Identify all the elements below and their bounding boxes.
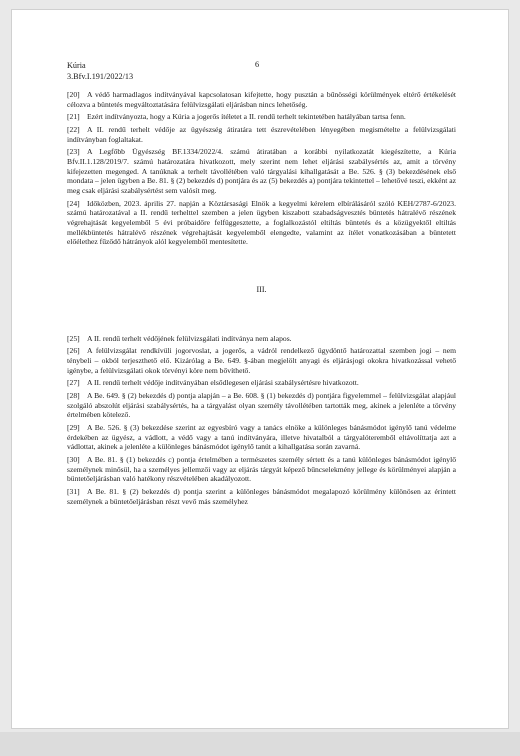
viewer-bottom-bar [0, 732, 520, 756]
section-heading: III. [256, 285, 267, 295]
paragraph-number: [25] [67, 333, 80, 343]
paragraph-text: A védő harmadlagos indítványával kapcsolatosan kifejtette, hogy pusztán a bűnösségi körülmények eltérő értékelését célozva a büntetés megváltoztatására felülvizsgálati eljárásban nincs lehetőség. [67, 90, 456, 109]
paragraph [67, 423, 456, 452]
document-page [11, 9, 509, 729]
paragraph [67, 391, 456, 420]
paragraph-text: A felülvizsgálat rendkívüli jogorvoslat, a jogerős, a vádról rendelkező ügydöntő határozattal szemben jogi – nem ténybeli – okból terjeszthető elő. Kizárólag a Be. 649. §-ában megjelölt anyagi és eljárásjogi okokra hivatkozással vehető igénybe, a felülvizsgálati okok törvényi köre nem bővíthető. [67, 346, 456, 375]
paragraph-number: [28] [67, 391, 80, 400]
paragraph-number: [22] [67, 124, 80, 134]
paragraph-number: [23] [67, 147, 80, 157]
paragraphs-before [67, 90, 456, 247]
paragraph-text: A Be. 526. § (3) bekezdése szerint az egyesbíró vagy a tanács elnöke a különleges bánásmódot igénylő tanú védelme érdekében az ügyész, a vádlott, a védő vagy a tanú indítványára, illetve hivatalból a tárgyalóteremből eltávolíttatja azt a vádlottat, akinek a jelenléte a különleges bánásmódot igénylő tanút a kihallgatása során zavarná. [67, 423, 456, 452]
paragraph [67, 90, 456, 109]
paragraph-number: [27] [67, 378, 80, 388]
paragraph-number: [30] [67, 455, 80, 464]
paragraph-text: A II. rendű terhelt védőjének felülvizsgálati indítványa nem alapos. [87, 333, 292, 343]
paragraph-number: [29] [67, 423, 80, 432]
paragraph [67, 455, 456, 484]
paragraphs-after [67, 334, 456, 507]
paragraph-number: [21] [67, 112, 80, 122]
paragraph-text: A Be. 649. § (2) bekezdés d) pontja alapján – a Be. 608. § (1) bekezdés d) pontjára figyelemmel – felülvizsgálat alapjául szolgáló abszolút eljárási szabálysértés, ha a tárgyalást olyan személy távollétében tartották meg, akinek a jelenléte a törvény értelmében kötelező. [67, 391, 456, 420]
paragraph [67, 378, 456, 388]
paragraph-number: [31] [67, 487, 80, 496]
paragraph-text: A Legfőbb Ügyészség BF.1334/2022/4. számú átiratában a korábbi nyilatkozatát kiegészítette, a Kúria Bfv.II.1.128/2019/7. számú határozatára hivatkozott, mely szerint nem lehet eljárási szabálysértés az, amit a törvény kifejezetten megenged. A tanúknak a terhelt távollétében való tárgyalási kihallgatását a Be. 526. § (3) bekezdésének első mondata – jelen ügyben a Be. 81. § (2) bekezdés d) pontjára és az (5) bekezdés a) pontjára tekintettel – lehetővé teszi, ekként az meg csak eljárási szabálysértést sem valósít meg. [67, 147, 456, 195]
paragraph-number: [26] [67, 346, 80, 356]
paragraph-text: Időközben, 2023. április 27. napján a Köztársasági Elnök a kegyelmi kérelem elbírálásáról szóló KEH/2787-6/2023. számú határozatával a II. rendű terhelttel szemben a jelen ügyben kiszabott szabadságvesztés büntetés hátralévő részének végrehajtását kegyelemből 5 évi próbaidőre felfüggesztette, a foglalkozástól eltiltás büntetés és a közügyektől eltiltás mellékbüntetés hátralévő részének végrehajtását kegyelemből elengedte, valamint az ítélet vonatkozásában a büntetett előélethez fűződő hátrányok alól kegyelemből mentesítette. [67, 198, 456, 247]
page-number: 6 [255, 60, 260, 69]
paragraph [67, 125, 456, 144]
paragraph-text: A Be. 81. § (1) bekezdés c) pontja értelmében a természetes személy sértett és a tanú különleges bánásmódot igénylő személynek minősül, ha a személyes jellemzői vagy az eljárás tárgyát képező bűncselekmény jellege és körülményei alapján a büntetőeljárásban való hatékony részvételében akadályozott. [67, 455, 456, 484]
paragraph-number: [20] [67, 90, 80, 99]
paragraph [67, 487, 456, 506]
document-body [67, 90, 456, 509]
paragraph [67, 334, 456, 344]
case-number: 3.Bfv.I.191/2022/13 [67, 72, 134, 81]
document-header [67, 60, 133, 82]
paragraph [67, 346, 456, 375]
paragraph-number: [24] [67, 198, 80, 208]
paragraph [67, 112, 456, 122]
court-name: Kúria [67, 61, 86, 70]
paragraph-text: A II. rendű terhelt védője indítványában elsődlegesen eljárási szabálysértésre hivatkozott. [87, 378, 359, 388]
paragraph-text: A II. rendű terhelt védője az ügyészség átiratára tett észrevételében lényegében megismételte a felülvizsgálati indítványban foglaltakat. [67, 124, 456, 144]
paragraph-text: Ezért indítványozta, hogy a Kúria a jogerős ítéletet a II. rendű terhelt tekintetében hatályában tartsa fenn. [87, 112, 406, 122]
paragraph-text: A Be. 81. § (2) bekezdés d) pontja szerint a különleges bánásmódot megalapozó körülmény különösen az érintett személynek a büntetőeljárásban részt vevő más személyhez [67, 487, 456, 506]
paragraph [67, 147, 456, 196]
paragraph [67, 199, 456, 248]
